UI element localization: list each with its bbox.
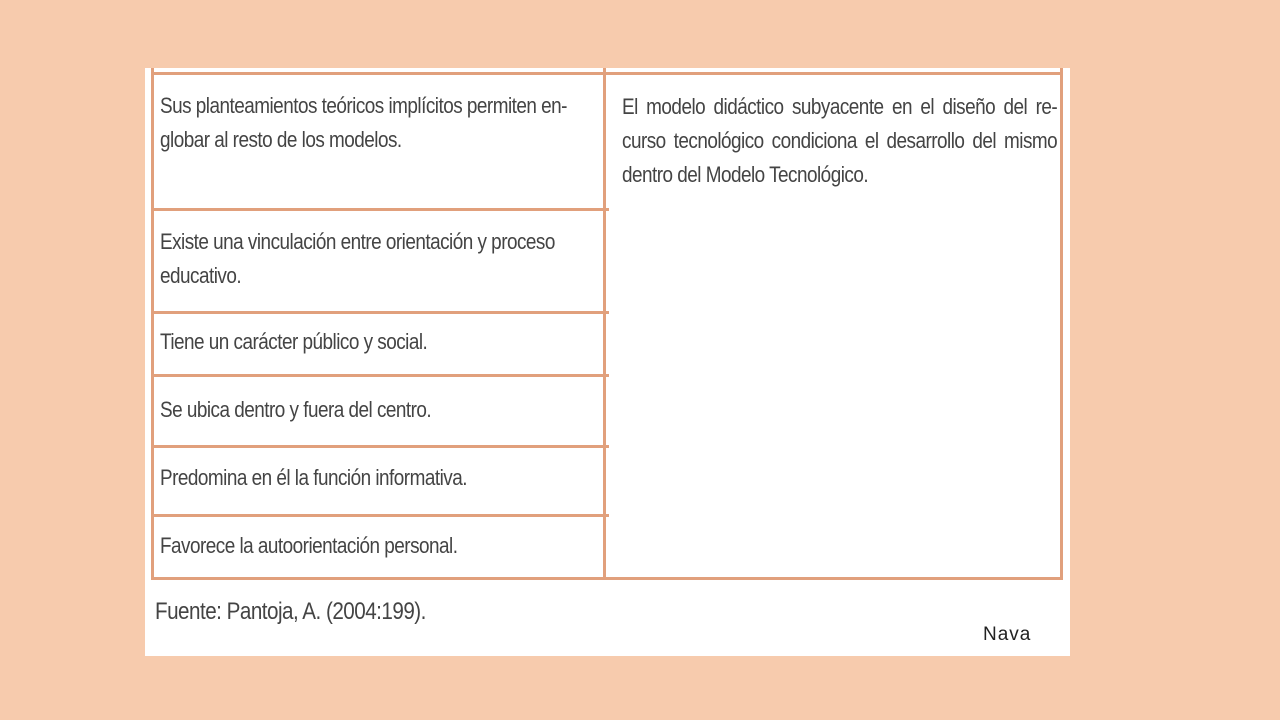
slide-card xyxy=(145,68,1070,656)
author-label: Nava xyxy=(983,624,1032,645)
table-cell-left: Se ubica dentro y fuera del centro. xyxy=(160,397,432,422)
table-cell-left: Tiene un carácter público y social. xyxy=(160,329,428,354)
column-divider xyxy=(603,68,606,577)
row-divider xyxy=(151,374,609,377)
table-cell-left: Predomina en él la función informativa. xyxy=(160,465,467,490)
table-top-rule xyxy=(151,72,1063,75)
row-divider xyxy=(151,445,609,448)
row-divider xyxy=(151,208,609,211)
row-divider xyxy=(151,311,609,314)
table-cell-right: El modelo didáctico subyacente en el diseño del re-curso tecnológico condiciona el desarrollo del mismo dentro del Modelo Tecnológico. xyxy=(622,94,1058,187)
source-citation: Fuente: Pantoja, A. (2004:199). xyxy=(155,598,426,625)
row-divider xyxy=(151,514,609,517)
table-cell-left: Existe una vinculación entre orientación y proceso educativo. xyxy=(160,229,555,288)
table-cell-left: Sus planteamientos teóricos implícitos permiten en-globar al resto de los modelos. xyxy=(160,93,567,152)
table-cell-left: Favorece la autoorientación personal. xyxy=(160,533,458,558)
